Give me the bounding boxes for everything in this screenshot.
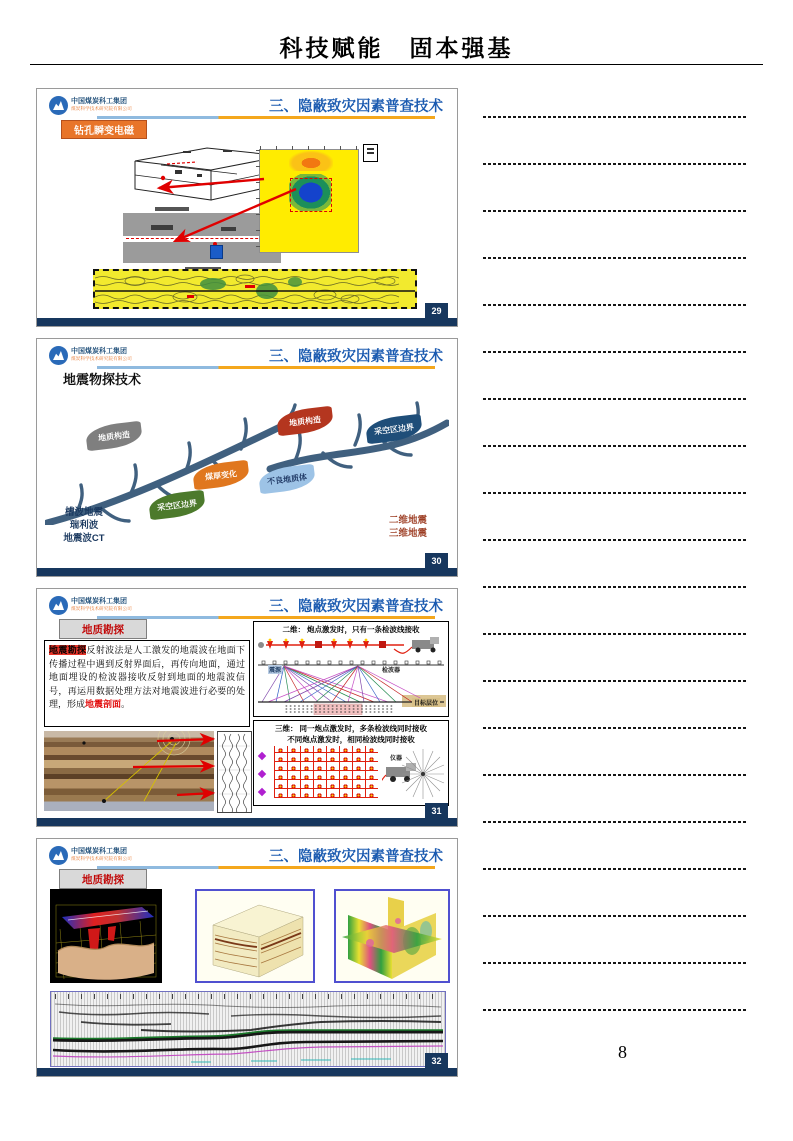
page-title: 科技赋能 固本强基 xyxy=(279,36,514,61)
contour-lines xyxy=(95,271,415,307)
seismic-data-cube xyxy=(195,889,315,983)
description-text: 反射波法是人工激发的地震波在地面下传播过程中遇到反射界面后，再传向地面，通过地面埋设的检波器接收反射到地面的地震波信号，再运用数据处理方法对地震波进行必要的处理，形成 xyxy=(49,645,245,709)
note-line xyxy=(483,398,748,400)
geophone-grid xyxy=(274,746,378,798)
factor-leaf: 煤厚变化 xyxy=(192,460,251,491)
contour-profile-strip xyxy=(93,269,417,309)
slide-title: 三、隐蔽致灾因素普查技术 xyxy=(269,849,443,865)
3d-surface-plot xyxy=(50,889,162,983)
org-name: 中国煤炭科工集团 xyxy=(71,348,127,356)
slide-footer-bar xyxy=(37,1068,457,1076)
description-text-end: 。 xyxy=(121,699,131,709)
title-underline xyxy=(97,366,435,369)
wiggle-traces xyxy=(218,732,251,812)
note-line xyxy=(483,210,748,212)
survey-2d-box xyxy=(253,621,449,717)
slide-title: 三、隐蔽致灾因素普查技术 xyxy=(269,599,443,615)
org-logo xyxy=(49,346,149,365)
3d-surface-visualization xyxy=(50,889,162,983)
note-line xyxy=(483,633,748,635)
method-description xyxy=(44,640,250,727)
note-line xyxy=(483,962,748,964)
red-term: 地震剖面 xyxy=(85,699,122,709)
org-subname: 煤炭科学技术研究院有限公司 xyxy=(71,106,132,112)
seismic-trace-panel xyxy=(217,731,252,813)
slide-page-number: 32 xyxy=(425,1053,448,1068)
org-subname: 煤炭科学技术研究院有限公司 xyxy=(71,606,132,612)
photo-annotations xyxy=(44,731,214,811)
slide-footer-bar xyxy=(37,318,457,326)
note-lines-column xyxy=(483,116,748,1056)
section-heading: 地震物探技术 xyxy=(63,372,142,387)
note-line xyxy=(483,304,748,306)
fence-diagram-drawing xyxy=(336,891,448,981)
slide-page-number: 31 xyxy=(425,803,448,818)
survey-2d-title: 二维： 炮点激发时，只有一条检波线接收 xyxy=(282,625,420,634)
note-line xyxy=(483,680,748,682)
topic-tag: 地质勘探 xyxy=(59,619,147,639)
slide-page-number: 29 xyxy=(425,303,448,318)
heatmap-y-ticks xyxy=(256,150,260,252)
heatmap-x-ticks xyxy=(260,146,358,150)
shot-point-icon xyxy=(258,752,266,760)
note-line xyxy=(483,539,748,541)
note-line xyxy=(483,774,748,776)
note-line xyxy=(483,1009,748,1011)
heatmap-legend-box xyxy=(363,144,378,162)
note-line xyxy=(483,727,748,729)
note-line xyxy=(483,257,748,259)
org-logo xyxy=(49,846,149,865)
seismic-reflectors xyxy=(51,992,445,1066)
resistivity-heatmap xyxy=(259,149,359,253)
method-item: 槽波地震 xyxy=(64,507,103,518)
source-label: 震源 xyxy=(268,665,282,674)
org-subname: 煤炭科学技术研究院有限公司 xyxy=(71,856,132,862)
method-item: 二维地震 xyxy=(388,515,427,526)
label-mark xyxy=(151,225,173,230)
slide-title: 三、隐蔽致灾因素普查技术 xyxy=(269,99,443,115)
note-line xyxy=(483,445,748,447)
survey-3d-title-2: 不同炮点激发时，相同检波线同时接收 xyxy=(287,735,415,744)
note-line xyxy=(483,492,748,494)
note-line xyxy=(483,163,748,165)
factor-leaf: 地质构造 xyxy=(85,421,144,452)
target-horizon-label: 目标层位 xyxy=(412,698,440,707)
slide-31 xyxy=(36,588,458,827)
method-item: 地震波CT xyxy=(63,532,105,544)
outcrop-photo xyxy=(44,731,214,811)
factor-leaf: 采空区边界 xyxy=(365,414,424,445)
org-logo xyxy=(49,596,149,615)
shot-point-icon xyxy=(258,788,266,796)
org-emblem-icon xyxy=(49,596,68,615)
instrument-label: 仪器 xyxy=(390,756,403,762)
header-divider xyxy=(30,64,763,65)
org-subname: 煤炭科学技术研究院有限公司 xyxy=(71,356,132,362)
factor-leaf: 采空区边界 xyxy=(148,490,207,521)
topic-tag: 地质勘探 xyxy=(59,869,147,889)
method-item: 三维地震 xyxy=(388,527,427,539)
diagram-caption-mark xyxy=(155,207,189,211)
receiver-label: 检波器 xyxy=(382,668,401,674)
org-emblem-icon xyxy=(49,346,68,365)
seismic-section xyxy=(50,991,446,1067)
factor-leaf: 不良地质体 xyxy=(258,464,317,495)
note-line xyxy=(483,821,748,823)
survey-3d-title-1: 三维： 同一炮点激发时，多条检波线同时接收 xyxy=(274,724,428,733)
org-logo xyxy=(49,96,149,115)
radial-shot-pattern xyxy=(400,747,446,801)
slide-footer-bar xyxy=(37,568,457,576)
goaf-target-block xyxy=(210,245,223,259)
data-cube-drawing xyxy=(197,891,313,981)
highlighted-term: 地震勘探 xyxy=(49,645,87,655)
fence-diagram xyxy=(334,889,450,983)
slide-29 xyxy=(36,88,458,327)
org-name: 中国煤炭科工集团 xyxy=(71,848,127,856)
shot-point-icon xyxy=(258,770,266,778)
title-underline xyxy=(97,866,435,869)
label-mark xyxy=(221,227,236,231)
org-name: 中国煤炭科工集团 xyxy=(71,98,127,106)
org-name: 中国煤炭科工集团 xyxy=(71,598,127,606)
title-underline xyxy=(97,616,435,619)
note-line xyxy=(483,586,748,588)
slide-footer-bar xyxy=(37,818,457,826)
factor-leaf: 地质构造 xyxy=(276,406,335,437)
method-list-right xyxy=(367,515,449,541)
topic-tag: 钻孔瞬变电磁 xyxy=(61,120,147,139)
org-emblem-icon xyxy=(49,96,68,115)
survey-3d-box xyxy=(253,720,449,806)
slide-page-number: 30 xyxy=(425,553,448,568)
note-line xyxy=(483,915,748,917)
title-underline xyxy=(97,116,435,119)
method-list-left xyxy=(41,507,127,545)
heatmap-high-anomaly xyxy=(289,151,332,171)
slide-30 xyxy=(36,338,458,577)
note-line xyxy=(483,351,748,353)
note-line xyxy=(483,868,748,870)
slide-32 xyxy=(36,838,458,1077)
method-item: 瑞利波 xyxy=(69,519,99,531)
anomaly-outline xyxy=(290,178,331,213)
document-page-number: 8 xyxy=(618,1042,627,1062)
note-line xyxy=(483,116,748,118)
slide-title: 三、隐蔽致灾因素普查技术 xyxy=(269,349,443,365)
org-emblem-icon xyxy=(49,846,68,865)
